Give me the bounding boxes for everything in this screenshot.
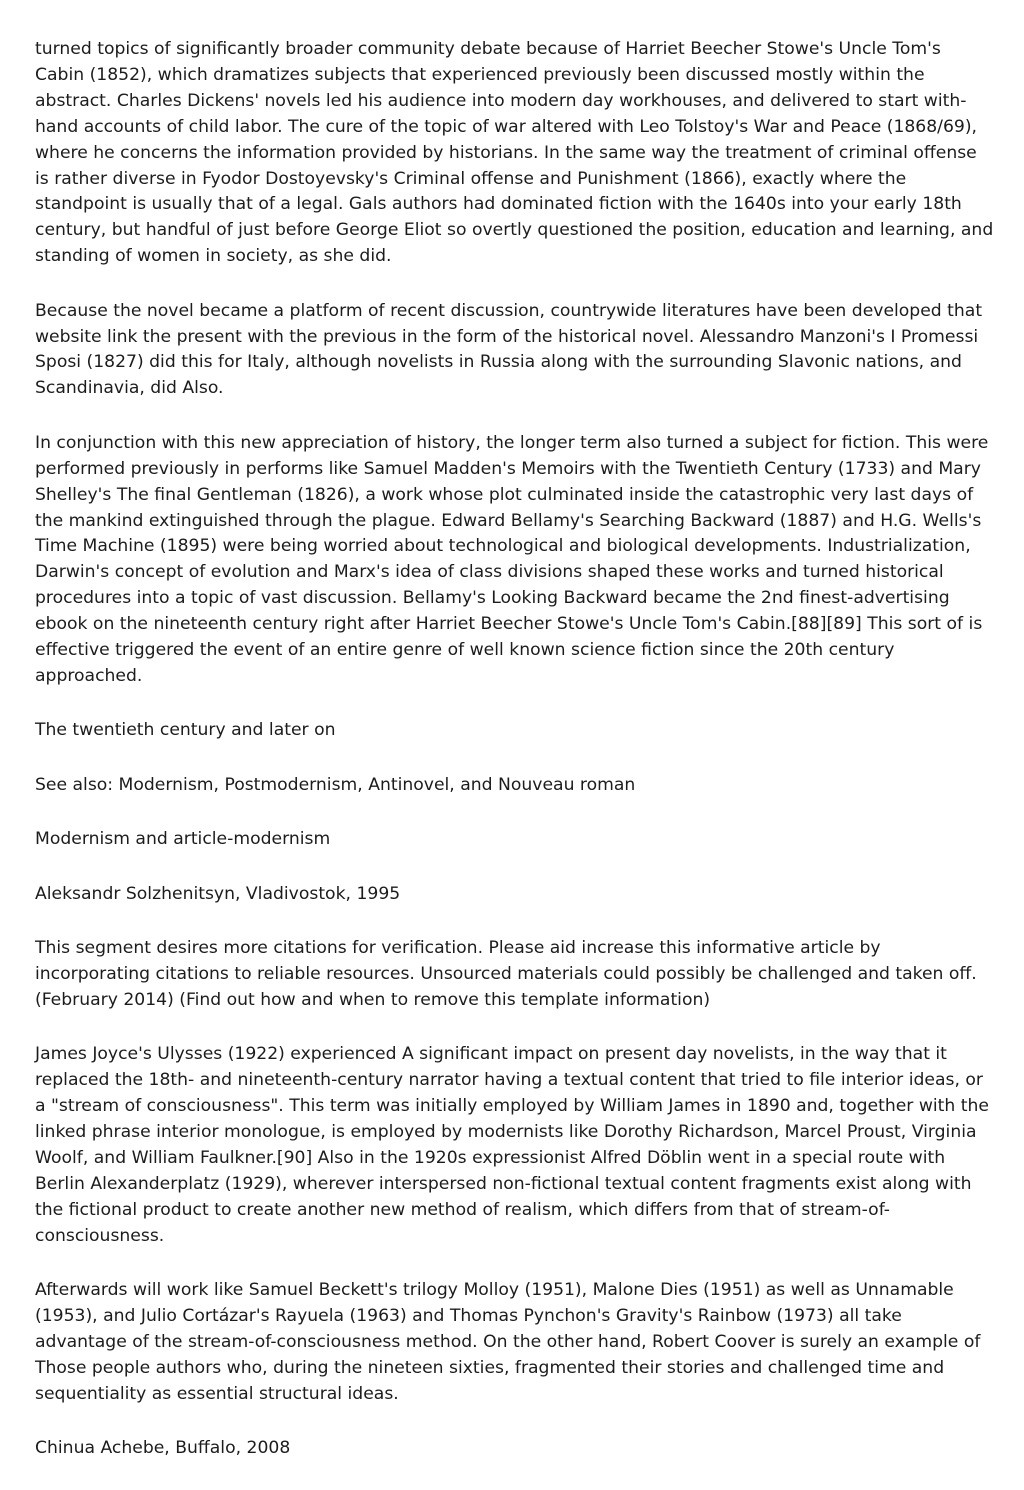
paragraph-ulysses: James Joyce's Ulysses (1922) experienced A significant impact on present day novelists, in the way that it replaced the 18th- and nineteenth-century narrator having a textual content that tried to file interior ideas, or a "stream of consciousness". This term was initially employed by William James in 1890 and, together with the linked phrase interior monologue, is employed by modernists like Dorothy Richardson, Marcel Proust, Virginia Woolf, and William Faulkner.[90] Also in the 1920s expressionist Alfred Döblin went in a special route with Berlin Alexanderplatz (1929), wherever interspersed non-fictional textual content fragments exist along with the fictional product to create another new method of realism, which differs from that of stream-of-consciousness. — [35, 1044, 989, 1246]
paragraph-future-fiction: In conjunction with this new appreciation of history, the longer term also turned a subject for fiction. This were performed previously in performs like Samuel Madden's Memoirs with the Twentieth Century (1733) and Mary Shelley's The final Gentleman (1826), a work whose plot culminated inside the catastrophic very last days of the mankind extinguished through the plague. Edward Bellamy's Searching Backward (1887) and H.G. Wells's Time Machine (1895) were being worried about technological and biological developments. Industrialization, Darwin's concept of evolution and Marx's idea of class divisions shaped these works and turned historical procedures into a topic of vast discussion. Bellamy's Looking Backward became the 2nd finest-advertising ebook on the nineteenth century right after Harriet Beecher Stowe's Uncle Tom's Cabin.[88][89] This sort of is effective triggered the event of an entire genre of well known science fiction since the 20th century approached. — [35, 432, 989, 686]
paragraph-historical-novel: Because the novel became a platform of recent discussion, countrywide literatures have been developed that website link the present with the previous in the form of the historical novel. Alessandro Manzoni's I Promessi Sposi (1827) did this for Italy, although novelists in Russia along with the surrounding Slavonic nations, and Scandinavia, did Also. — [35, 300, 983, 399]
citation-notice: This segment desires more citations for verification. Please aid increase this informative article by incorporating citations to reliable resources. Unsourced materials could possibly be challenged and taken off. (February 2014) (Find out how and when to remove this template information) — [35, 937, 977, 1010]
see-also-line: See also: Modernism, Postmodernism, Antinovel, and Nouveau roman — [35, 774, 636, 795]
image-caption-achebe: Chinua Achebe, Buffalo, 2008 — [35, 1437, 291, 1458]
article-body — [35, 37, 995, 1490]
paragraph-social-novels: turned topics of significantly broader community debate because of Harriet Beecher Stowe's Uncle Tom's Cabin (1852), which dramatizes subjects that experienced previously been discussed mostly within the abstract. Charles Dickens' novels led his audience into modern day workhouses, and delivered to start with-hand accounts of child labor. The cure of the topic of war altered with Leo Tolstoy's War and Peace (1868/69), where he concerns the information provided by historians. In the same way the treatment of criminal offense is rather diverse in Fyodor Dostoyevsky's Criminal offense and Punishment (1866), exactly where the standpoint is usually that of a legal. Gals authors had dominated fiction with the 1640s into your early 18th century, but handful of just before George Eliot so overtly questioned the position, education and learning, and standing of women in society, as she did. — [35, 39, 994, 267]
paragraph-later-works: Afterwards will work like Samuel Beckett's trilogy Molloy (1951), Malone Dies (1951) as well as Unnamable (1953), and Julio Cortázar's Rayuela (1963) and Thomas Pynchon's Gravity's Rainbow (1973) all take advantage of the stream-of-consciousness method. On the other hand, Robert Coover is surely an example of Those people authors who, during the nineteen sixties, fragmented their stories and challenged time and sequentiality as essential structural ideas. — [35, 1279, 981, 1404]
section-heading-twentieth-century: The twentieth century and later on — [35, 720, 336, 741]
subsection-heading-modernism: Modernism and article-modernism — [35, 829, 331, 850]
image-caption-solzhenitsyn: Aleksandr Solzhenitsyn, Vladivostok, 1995 — [35, 883, 401, 904]
